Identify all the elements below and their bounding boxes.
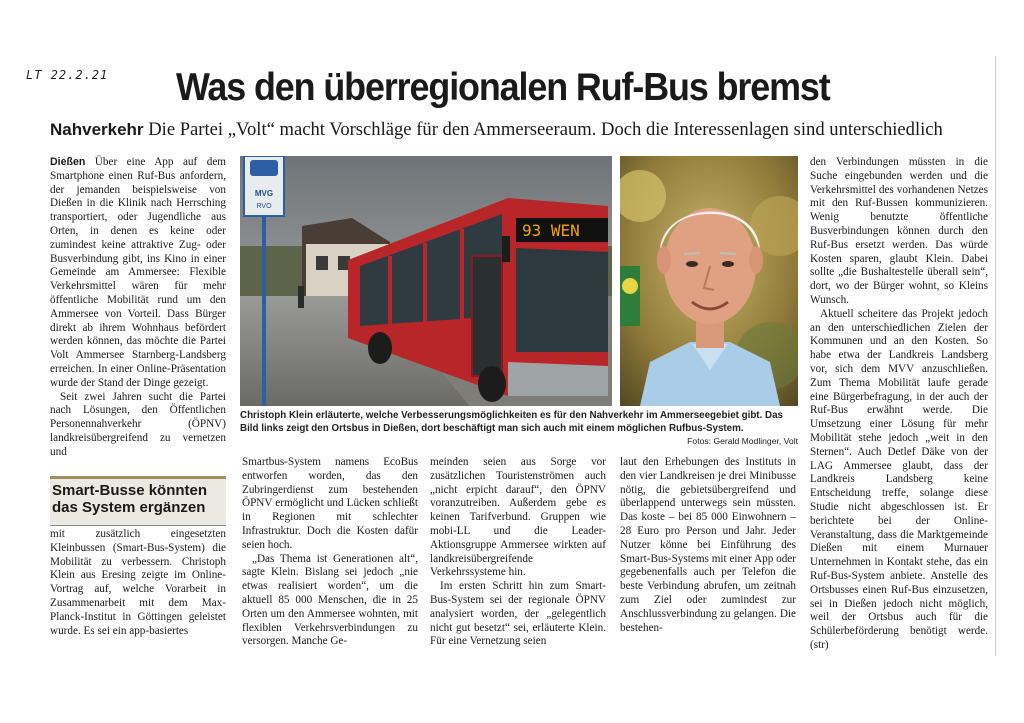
paragraph: Im ersten Schritt hin zum Smart-Bus-System sei der regionale ÖPNV analysiert worden, der „gelegentlich nicht gut besetzt“ sei, erläuterte Klein. Für eine Vernetzung seien (430, 580, 606, 648)
page-edge-rule (995, 56, 996, 656)
clipping-date: LT 22.2.21 (26, 68, 109, 82)
article-column-1 (50, 156, 226, 460)
dateline: Dießen (50, 156, 86, 168)
caption-text: Christoph Klein erläuterte, welche Verbesserungsmöglichkeiten es für den Nahverkehr im Ammerseegebiet gibt. Das Bild links zeigt den Ortsbus in Dießen, dort beschäftigt man sich auch mit einem möglichen Rufbus-System. (240, 410, 783, 434)
article-column-2 (242, 456, 418, 649)
article-column-4 (620, 456, 796, 635)
stop-sign-sublabel: RVO (256, 203, 272, 210)
subhead: Smart-Busse könnten das System ergänzen (52, 482, 208, 516)
photo-credit: Fotos: Gerald Modlinger, Volt (687, 436, 798, 446)
portrait-photo (620, 156, 798, 406)
paragraph: Aktuell scheitere das Projekt jedoch an den unterschiedlichen Zielen der Kommunen und an den Kosten. So habe etwa der Landkreis Landsberg vor, sich dem MVV anzuschließen. Zum Thema Mobilität laufe gerade eine Bürgerbefragung, in der auch der Ruf-Bus erwähnt werde. Die Umsetzung einer Lösung für mehr Mobilität stehe jedoch „weit in den Sternen“. Auch Detlef Däke von der LAG Ammersee glaubt, dass der Landkreis Landsberg keine Entscheidung treffe, solange diese Studie nicht abgeschlossen ist. Er berichtete bei der Online-Veranstaltung, dass die Marktgemeinde Dießen mit einem Murnauer Unternehmen in Kontakt stehe, das ein Ruf-Bus-System anbiete. Anstelle des Ortsbusses einen Ruf-Bus einzusetzen, sei in Dießen jedoch nicht möglich, weil der Ortsbus auch für die Schülerbeförderung benötigt werde. (str) (810, 307, 988, 651)
paragraph: Smartbus-System namens EcoBus entworfen worden, das den Zubringerdienst zum bestehenden ÖPNV ermöglicht und Lücken schließt in Regionen mit schlechter Infrastruktur. Doch die Kosten dafür seien hoch. (242, 456, 418, 551)
subline (50, 119, 995, 141)
paragraph: laut den Erhebungen des Instituts in den vier Landkreisen je drei Minibusse nötig, die gebietsübergreifend und überlappend unterwegs sein müssten. Das koste – bei 85 000 Einwohnern – 28 Euro pro Person und Jahr. Jeder Nutzer könne bei Einführung des Smart-Bus-Systems mit einer App oder gegebenenfalls auch per Telefon die beste Verbindung abrufen, um zeitnah zum Ziel oder zumindest zur Anschlussverbindung zu gelangen. Die bestehen- (620, 456, 796, 634)
stop-sign-label: MVG (254, 189, 274, 198)
paragraph: „Das Thema ist Generationen alt“, sagte Klein. Bislang sei jedoch „nie etwas realisiert worden“, um die aktuell 85 000 Menschen, die in 25 Orten um den Ammersee wohnten, mit flexiblen Verkehrsverbindungen zu versorgen. Manche Ge- (242, 552, 418, 648)
article-column-1-continued (50, 528, 226, 638)
paragraph: den Verbindungen müssten in die Suche eingebunden werden und die Verkehrsmittel des vorhandenen Netzes mit den Ruf-Bussen kommunizieren. Wenig benutzte öffentliche Busverbindungen können durch den Ruf-Bus ersetzt werden. Das würde Kosten sparen, glaubt Klein. Dabei sollte „die Bushaltestelle überall sein“, dort, wo der Bürger wohnt, so Kleins Wunsch. (810, 156, 988, 306)
destination-sign: 93 WEN (522, 221, 580, 240)
bus-photo (240, 156, 612, 406)
paragraph: Seit zwei Jahren sucht die Partei nach Lösungen, den Öffentlichen Personennahverkehr (ÖPNV) landkreisübergreifend zu vernetzen und (50, 390, 226, 458)
paragraph: meinden seien aus Sorge vor zusätzlichen Touristenströmen auch „nicht erpicht darauf“, den ÖPNV voranzutreiben. Außerdem gebe es keinen Tarifverbund. Gruppen wie mobi-LL und die Leader-Aktionsgruppe Ammersee wirkten auf landkreisübergreifende Verkehrssysteme hin. (430, 456, 606, 579)
article-column-5 (810, 156, 988, 653)
subline-text: Die Partei „Volt“ macht Vorschläge für den Ammerseeraum. Doch die Interessenlagen sind unterschiedlich (148, 119, 943, 140)
headline: Was den überregionalen Ruf-Bus bremst (176, 66, 830, 109)
article-column-3 (430, 456, 606, 649)
subline-kicker: Nahverkehr (50, 120, 144, 139)
paragraph: Über eine App auf dem Smartphone einen Ruf-Bus anfordern, der jemanden beispielsweise von Dießen in die Klinik nach Herrsching transportiert, oder Jugendliche aus Orten, in denen es keine oder zumindest keine attraktive Zug- oder Busverbindung gibt, ins Kino in einer Gemeinde am Ammersee: Flexible Verkehrsmittel wären für mehr öffentliche Mobilität rund um den Ammersee von Vorteil. Dass Bürger direkt ab ihrem Wohnhaus befördert werden können, das möchte die Partei Volt Ammersee Starnberg-Landsberg erreichen. In einer Online-Präsentation wurde der Stand der Dinge gezeigt. (50, 156, 226, 389)
photo-caption (240, 409, 798, 448)
paragraph: mit zusätzlich eingesetzten Kleinbussen (Smart-Bus-System) die Mobilität zu verbessern. Christoph Klein aus Eresing zeigte im Online-Vortrag auf, welche Vorarbeit in Zusammenarbeit mit dem Max-Planck-Institut in Göttingen geleistet wurde. Es sei ein app-basiertes (50, 528, 226, 637)
